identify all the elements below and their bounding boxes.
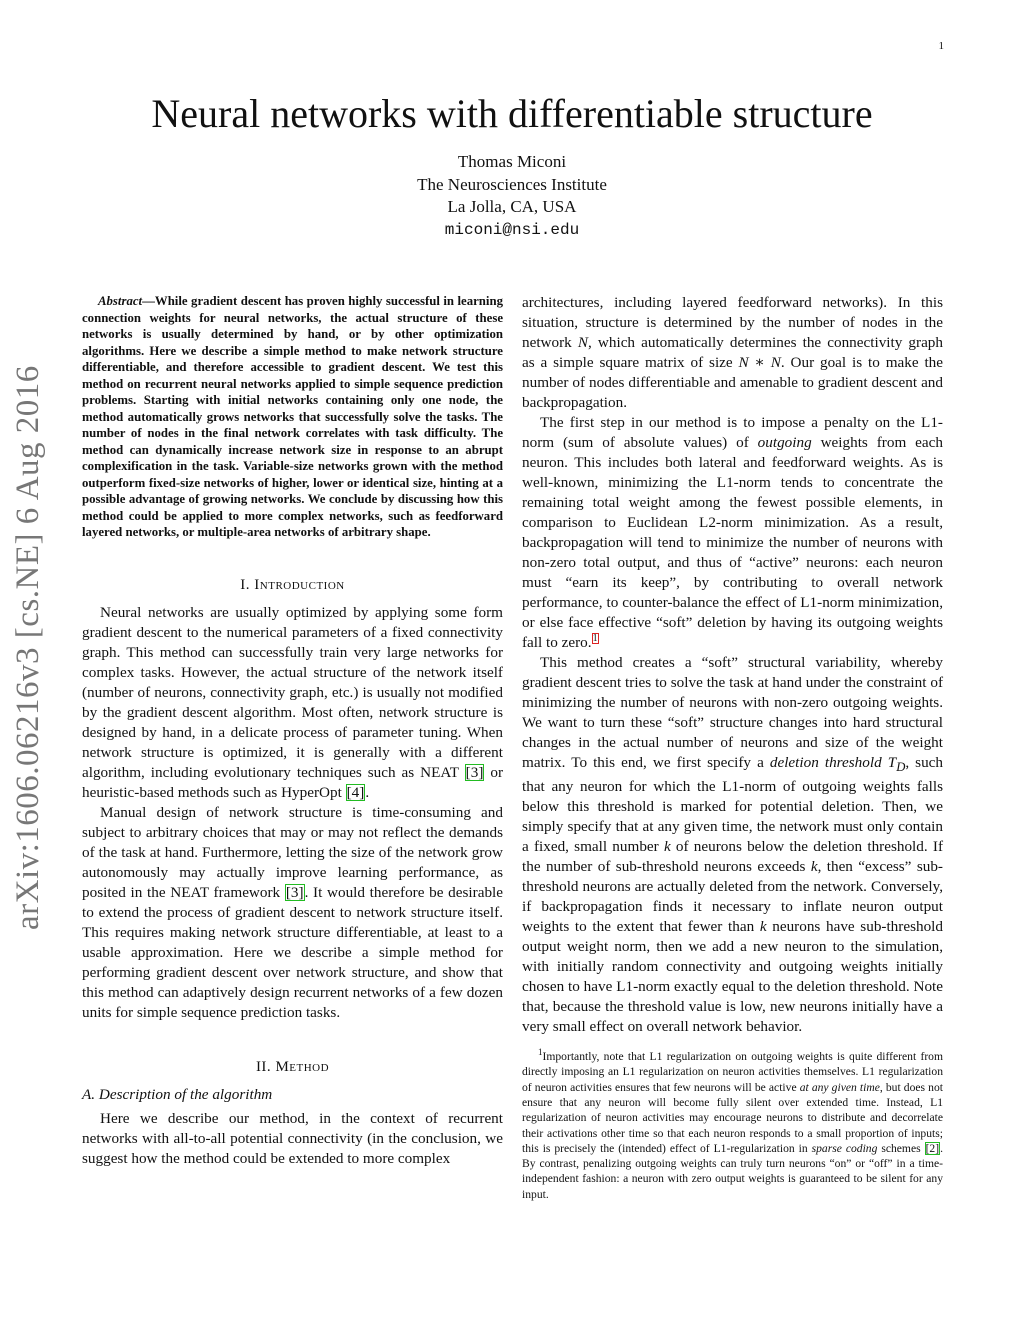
text-run: schemes — [877, 1141, 925, 1155]
text-run: . It would therefore be desirable to extend the process of gradient descent to network structure itself. This requires making network structure differentiable, at least to a usable approximation. Here we describe a simple method for performing gradient descent over network structure, and show that this method can adaptively design recurrent networks of a few dozen units for simple sequence prediction tasks. — [82, 883, 503, 1021]
page-number: 1 — [938, 40, 944, 52]
text-run: The first step in our method is to impose a penalty on the L1-norm (sum of absolute values) of — [522, 414, 943, 451]
left-column — [82, 293, 503, 1169]
paper-title: Neural networks with differentiable structure — [151, 91, 873, 136]
citation-link[interactable]: [4] — [346, 783, 365, 801]
emphasis: sparse coding — [811, 1141, 878, 1155]
text-run: of neurons below the deletion threshold. If the number of sub-threshold neurons exceeds — [522, 838, 944, 876]
method-paragraph-3 — [522, 653, 943, 1037]
math-symbol: k — [810, 858, 818, 876]
author-name: Thomas Miconi — [457, 152, 567, 171]
text-run: . — [365, 783, 370, 801]
text-run: neurons have sub-threshold output weight norm, then we add a new neuron to the simulation, with initially random connectivity and outgoing weights initially chosen to have L1-norm exactly equal to the deletion threshold. Note that, because the threshold value is low, new neurons initially have a very small effect on overall network behavior. — [522, 918, 943, 1036]
text-run: . By contrast, penalizing outgoing weights can truly turn neurons “on” or “off” in a time-independent fashion: a neuron with zero output weights is guaranteed to be silent for any input. — [522, 1141, 943, 1201]
text-run: , then “excess” sub-threshold neurons are actually deleted from the network. Conversely, if backpropagation finds it necessary to inflate neuron output weights to the extent that fewer than — [522, 858, 943, 936]
text-run: Manual design of network structure is time-consuming and subject to arbitrary choices that may or may not reflect the demands of the task at hand. Furthermore, letting the size of the network grow autonomously may actually improve learning performance, as posited in the NEAT framework — [82, 803, 503, 901]
text-run: Neural networks are usually optimized by applying some form gradient descent to the numerical parameters of a fixed connectivity graph. This method can successfully train very large networks for complex tasks. However, the actual structure of the network itself (number of neurons, connectivity graph, etc.) is usually not modified by the gradient descent algorithm. Most often, network structure is designed by hand, in a delicate process of parameter tuning. When network structure is optimized, it is generally with a different algorithm, including evolutionary techniques such as NEAT — [82, 603, 503, 781]
citation-link[interactable]: [2] — [925, 1141, 940, 1155]
text-run: , such that any neuron for which the L1-norm of outgoing weights falls below this threshold is marked for potential deletion. Then, we simply specify that at any given time, the network must only contain a fixed, small number — [522, 754, 944, 856]
method-paragraph-1: Here we describe our method, in the context of recurrent networks with all-to-all potential connectivity (in the conclusion, we suggest how the method could be extended to more complex — [82, 1109, 503, 1167]
math-symbol — [887, 754, 906, 775]
emphasis: deletion threshold — [769, 754, 882, 771]
section-numeral: II. — [255, 1058, 276, 1075]
footnote-link[interactable]: 1 — [592, 632, 598, 644]
intro-paragraph-1 — [82, 603, 503, 803]
math-subscript: D — [896, 760, 906, 775]
math-symbol: k — [759, 918, 767, 936]
emphasis: at any given time — [799, 1080, 880, 1094]
section-numeral: I. — [240, 576, 255, 593]
section-title: Method — [275, 1058, 330, 1075]
math-symbol: N — [577, 334, 589, 351]
author-block — [0, 151, 1024, 241]
method-paragraph-2 — [522, 413, 943, 653]
abstract-lead: Abstract — [98, 294, 143, 308]
citation-link[interactable]: [3] — [285, 883, 304, 901]
method-paragraph-continued — [522, 293, 943, 413]
intro-paragraph-2 — [82, 803, 503, 1023]
arxiv-stamp: arXiv:1606.06216v3 [cs.NE] 6 Aug 2016 — [10, 365, 46, 930]
text-run: This method creates a “soft” structural variability, whereby gradient descent tries to solve the task at hand under the constraint of minimizing the number of neurons with non-zero outgoing weights. We want to turn these “soft” structure changes into hard structural changes in the actual number of neurons and size of the weight matrix. To this end, we first specify a — [522, 654, 943, 771]
emphasis: outgoing — [757, 434, 812, 451]
math-symbol: k — [663, 838, 671, 856]
text-run: weights from each neuron. This includes both lateral and feedforward weights. As is well-known, minimizing the L1-norm tends to concentrate the remaining total weight among the fewest possible elements, in comparison to Euclidean L2-norm minimization. As a result, backpropagation will tend to minimize the number of neurons with non-zero total output, and thus of “active” neurons: each neuron must “earn its keep”, by contributing to overall network performance, to counter-balance the effect of L1-norm minimization, or else face effective “soft” deletion by having its outgoing weights fall to zero. — [522, 434, 943, 651]
author-location: La Jolla, CA, USA — [447, 197, 577, 216]
subsection-heading: A. Description of the algorithm — [82, 1085, 273, 1103]
footnote — [522, 1049, 943, 1202]
section-heading-method — [82, 1057, 503, 1077]
text-run: , but does not ensure that any neuron will become fully silent over extended time. Instead, L1 regularization of neuron activities may encourage neurons to distribute and decorrelate their activations other time so that each neuron responds to a small proportion of inputs; this is precisely the (intended) effect of L1-regularization in — [522, 1080, 943, 1155]
text-run: or heuristic-based methods such as HyperOpt — [82, 763, 504, 801]
section-title: Introduction — [254, 576, 345, 593]
author-email[interactable]: miconi@nsi.edu — [444, 220, 580, 239]
abstract-text: —While gradient descent has proven highly successful in learning connection weights for neural networks, the actual structure of these networks is usually determined by hand, or by other optimization algorithms. Here we describe a simple method to make network structure differentiable, and therefore accessible to gradient descent. We test this method on recurrent neural networks applied to simple sequence prediction problems. Starting with initial networks containing only one node, the method automatically grows networks that successfully solve the tasks. The number of nodes in the final network correlates with task difficulty. The method can dynamically increase network size in response to an abrupt complexification in the task. Variable-size networks grown with the method outperform fixed-size networks of higher, lower or identical size, hinting at a possible advantage of growing networks. We conclude by discussing how this method could be applied to more complex networks, such as feedforward layered networks, or multiple-area networks of arbitrary shape. — [82, 294, 503, 539]
citation-link[interactable]: [3] — [465, 763, 484, 781]
text-run: Importantly, note that L1 regularization on outgoing weights is quite different from directly imposing an L1 regularization on neuron activities themselves. L1 regularization of neuron activities ensures that few neurons will be active — [522, 1050, 943, 1094]
text-run: . Our goal is to make the number of nodes differentiable and amenable to gradient descent and backpropagation. — [522, 354, 944, 411]
section-heading-introduction — [82, 575, 503, 595]
author-institution: The Neurosciences Institute — [417, 174, 607, 194]
abstract — [82, 293, 503, 541]
math-expression: N ∗ N — [738, 354, 781, 371]
right-column — [522, 293, 943, 1202]
math-base: T — [887, 754, 897, 771]
footnote-mark: 1 — [538, 1047, 543, 1058]
text-run: architectures, including layered feedforward networks). In this situation, structure is determined by the number of nodes in the network — [522, 294, 943, 351]
text-run: , which automatically determines the connectivity graph as a simple square matrix of size — [522, 334, 943, 371]
